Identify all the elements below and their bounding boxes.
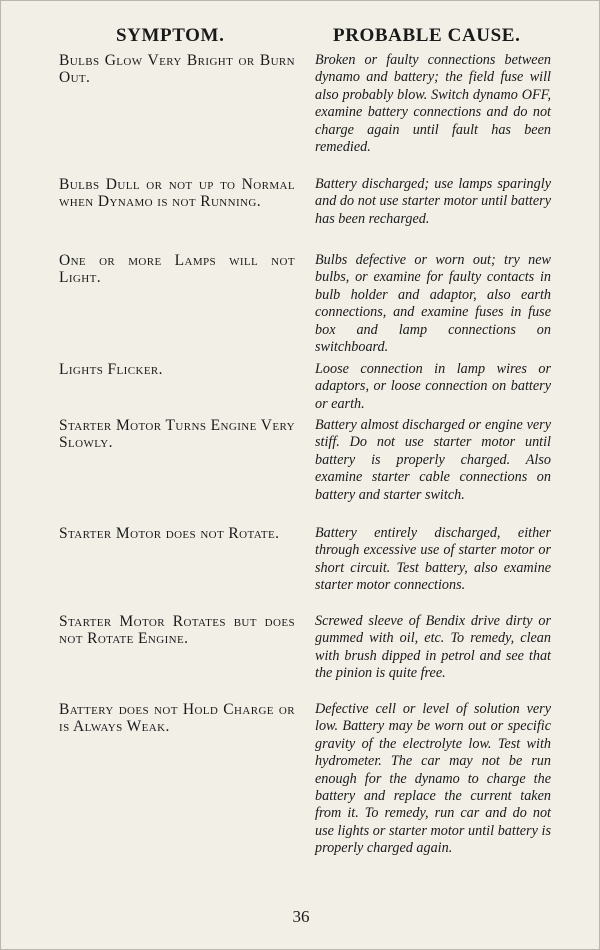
symptom-text: Starter Motor Turns Engine Very Slowly. [59, 417, 295, 451]
probable-cause-text: Battery entirely discharged, either through excessive use of starter motor or short circuit. Test battery, also examine starter motor connections. [315, 525, 551, 594]
symptom-text: Starter Motor does not Rotate. [59, 525, 280, 542]
probable-cause-text: Bulbs defective or worn out; try new bulbs, or examine for faulty contacts in bulb holder and adaptor, also earth connections, and examine fuses in fuse box and lamp connections on switchboard. [315, 252, 551, 356]
probable-cause-text: Battery almost discharged or engine very stiff. Do not use starter motor until battery is properly charged. Also examine starter cable connections on battery and starter switch. [315, 417, 551, 503]
symptom-text: Lights Flicker. [59, 361, 163, 378]
symptom-column-heading: SYMPTOM. [116, 25, 225, 46]
symptom-text: Starter Motor Rotates but does not Rotate Engine. [59, 613, 295, 647]
symptom-text: One or more Lamps will not Light. [59, 252, 295, 286]
probable-cause-text: Loose connection in lamp wires or adaptors, or loose connection on battery or earth. [315, 361, 551, 412]
probable-cause-text: Screwed sleeve of Bendix drive dirty or gummed with oil, etc. To remedy, clean with brush dipped in petrol and see that the pinion is quite free. [315, 613, 551, 682]
symptom-text: Bulbs Dull or not up to Normal when Dynamo is not Running. [59, 176, 295, 210]
probable-cause-text: Defective cell or level of solution very low. Battery may be worn out or specific gravity of the electrolyte low. Test with hydrometer. The car may not be run enough for the dynamo to charge the battery and replace the current taken from it. To remedy, run car and do not use lights or starter motor until battery is properly charged again. [315, 701, 551, 857]
page-number: 36 [292, 907, 310, 926]
symptom-text: Bulbs Glow Very Bright or Burn Out. [59, 52, 295, 86]
table-header [56, 25, 549, 49]
probable-cause-column-heading: PROBABLE CAUSE. [333, 25, 521, 46]
probable-cause-text: Broken or faulty connections between dynamo and battery; the field fuse will also probably blow. Switch dynamo OFF, examine battery connections and do not charge again until fault has been remedied. [315, 52, 551, 156]
probable-cause-text: Battery discharged; use lamps sparingly and do not use starter motor until battery has been recharged. [315, 176, 551, 227]
symptom-text: Battery does not Hold Charge or is Always Weak. [59, 701, 295, 735]
